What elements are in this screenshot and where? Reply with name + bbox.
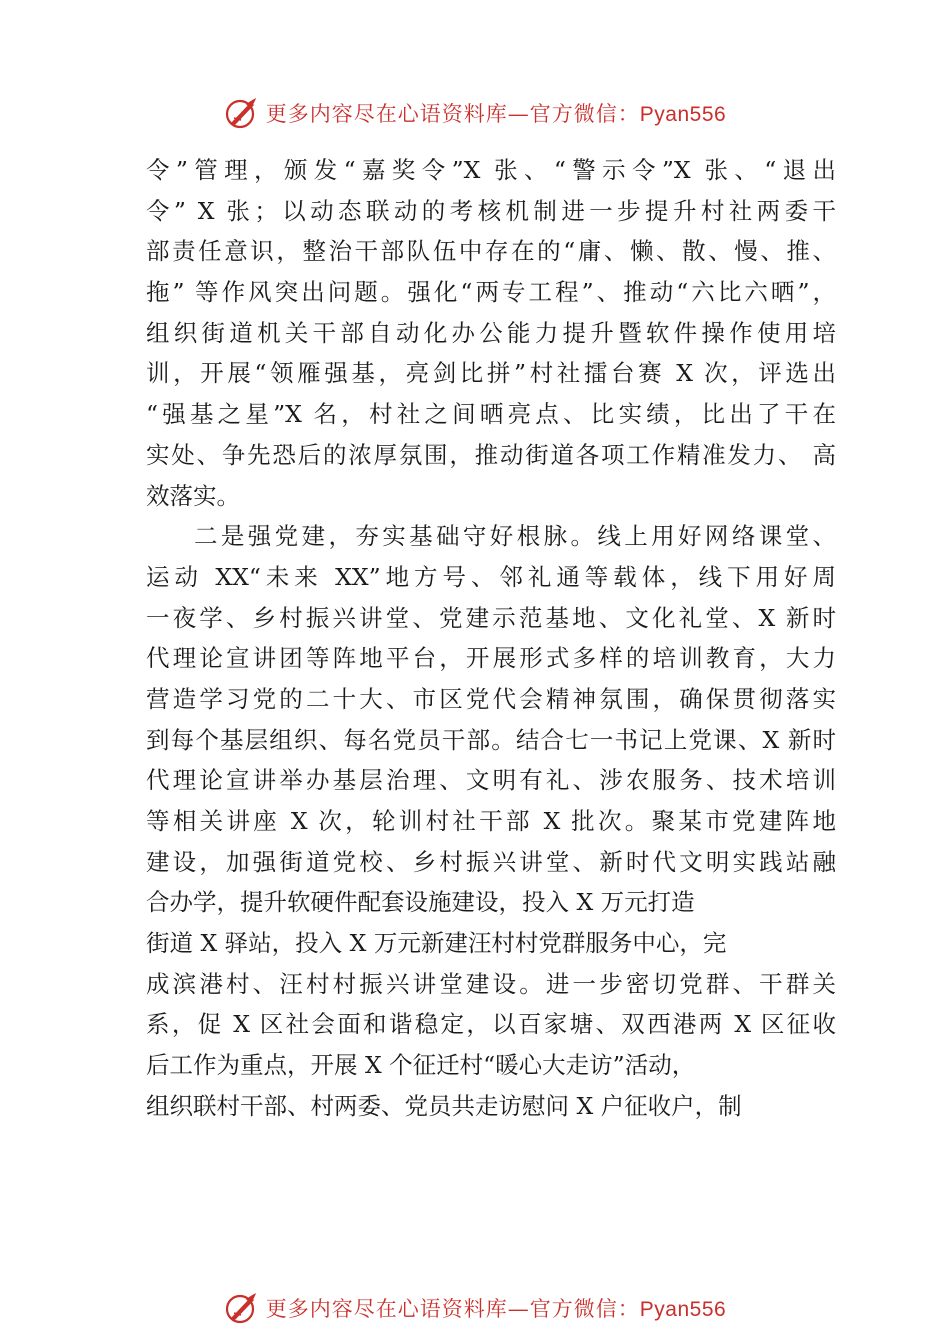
banner-text: 更多内容尽在心语资料库—官方微信：Pyan556 xyxy=(265,1297,727,1321)
text-line: 部责任意识，整治干部队伍中存在的“庸、懒、散、慢、推、 xyxy=(146,237,836,266)
text-line: 代理论宣讲团等阵地平台，开展形式多样的培训教育，大力 xyxy=(146,644,836,673)
text-line: 后工作为重点，开展 X 个征迁村“暖心大走访”活动， xyxy=(146,1051,696,1080)
text-line: 组织街道机关干部自动化办公能力提升暨软件操作使用培 xyxy=(146,318,836,347)
text-line: 令” X 张；以动态联动的考核机制进一步提升村社两委干 xyxy=(146,196,836,225)
text-line: 建设，加强街道党校、乡村振兴讲堂、新时代文明实践站融 xyxy=(146,847,836,876)
text-line: 令”管理，颁发“嘉奖令”X 张、“警示令”X 张、“退出 xyxy=(146,156,836,184)
text-line: 训，开展“领雁强基，亮剑比拼”村社擂台赛 X 次，评选出 xyxy=(146,359,836,388)
text-line: 实处、争先恐后的浓厚氛围，推动街道各项工作精准发力、 高 xyxy=(146,440,836,469)
document-body xyxy=(146,150,836,1127)
text-line: 系，促 X 区社会面和谐稳定，以百家塘、双西港两 X 区征收 xyxy=(146,1010,836,1039)
text-line: 等相关讲座 X 次，轮训村社干部 X 批次。聚某市党建阵地 xyxy=(146,807,836,835)
banner-text: 更多内容尽在心语资料库—官方微信：Pyan556 xyxy=(265,102,727,126)
text-line: 成滨港村、汪村村振兴讲堂建设。进一步密切党群、干群关 xyxy=(146,969,836,998)
banner-handle: Pyan556 xyxy=(639,1298,727,1321)
quill-logo-icon xyxy=(224,1291,258,1325)
text-line: 一夜学、乡村振兴讲堂、党建示范基地、文化礼堂、X 新时 xyxy=(146,603,836,632)
text-line: 组织联村干部、村两委、党员共走访慰问 X 户征收户，制 xyxy=(146,1091,742,1120)
text-line: 拖” 等作风突出问题。强化“两专工程”、推动“六比六晒”， xyxy=(146,278,836,307)
paragraph-start-line: 二是强党建，夯实基础守好根脉。线上用好网络课堂、 xyxy=(194,522,836,551)
text-line: 效落实。 xyxy=(146,481,240,510)
text-line: 营造学习党的二十大、市区党代会精神氛围，确保贯彻落实 xyxy=(146,684,836,713)
text-line: 运动 XX“未来 XX”地方号、邻礼通等载体，线下用好周 xyxy=(146,562,836,591)
text-line: 代理论宣讲举办基层治理、文明有礼、涉农服务、技术培训 xyxy=(146,766,836,795)
text-line: “强基之星”X 名，村社之间晒亮点、比实绩，比出了干在 xyxy=(146,400,836,429)
text-line: 街道 X 驿站，投入 X 万元新建汪村村党群服务中心，完 xyxy=(146,929,727,958)
header-banner xyxy=(0,93,950,133)
footer-banner xyxy=(0,1288,950,1328)
text-line: 合办学，提升软硬件配套设施建设，投入 X 万元打造 xyxy=(146,888,695,917)
banner-handle: Pyan556 xyxy=(639,103,727,126)
quill-logo-icon xyxy=(224,96,258,130)
text-line: 到每个基层组织、每名党员干部。结合七一书记上党课、X 新时 xyxy=(146,725,836,754)
